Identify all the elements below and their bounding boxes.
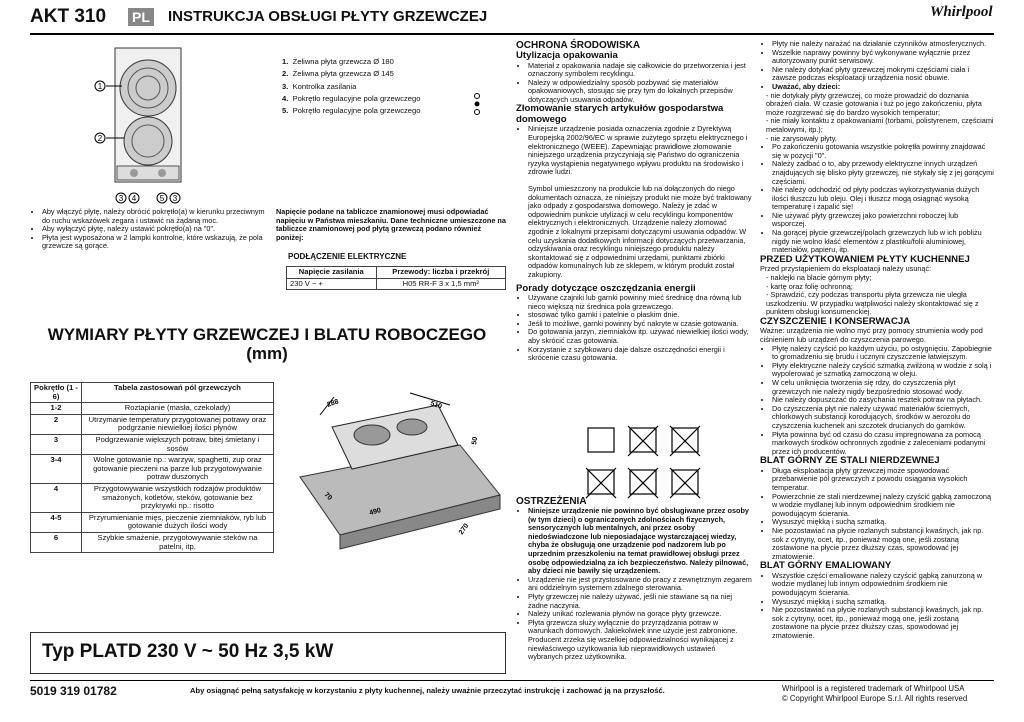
callout-3b: 3 [172,194,178,203]
control-panel [117,166,179,180]
electrical-header: Przewody: liczba i przekrój [376,267,505,279]
list-item: • Nie należy dotykać płyty grzewczej mokrymi częściami ciała i zawsze podczas eksploatacji urządzenia nosić obuwie. [772,66,994,83]
prep-intro: Przed przystąpieniem do eksploatacji należy usunąć: [760,264,932,274]
dash-item: kartę oraz folię ochronną; [770,281,853,291]
document-code: 5019 319 01782 [30,684,117,698]
dimensions-title: WYMIARY PŁYTY GRZEWCZEJ I BLATU ROBOCZEGO (mm) [47,325,487,363]
middle-column [516,40,752,363]
list-item: • Jeśli to możliwe, garnki powinny być nakryte w czasie gotowania. [528,320,752,329]
table-row: 6 Szybkie smażenie, przygotowywanie steków na patelni, itp. [31,532,274,552]
list-item: • Niniejsze urządzenie posiada oznaczenia zgodnie z Dyrektywą Europejską 2002/96/EC w sprawie zużytego sprzętu elektrycznego i elektronicznego (WEEE). Zapewniając prawidłowe złomowanie niniejszego urządzenia przyczyniają się Państwo do ograniczenia ryzyka wystąpienia negatywnego wpływu produktu na środowisko i zdrowie ludzi. [528,125,752,177]
list-item: • Korzystanie z szybkowaru daje dalsze oszczędności energii i skrócenie czasu gotowania. [528,346,752,363]
enamel-title: BLAT GÓRNY EMALIOWANY [760,560,892,572]
knob-symbol-icon [470,92,484,118]
list-item: • Nie pozostawiać na płycie rozlanych substancji kwaśnych, jak np. sok z cytryny, ocet, itp., ponieważ mogą one, jeśli zostaną zostawione na płycie przez dłuższy czas, spowodować jej zmatowienie. [772,527,994,561]
list-item: • Używane czajniki lub garnki powinny mieć średnicę dna równą lub nieco większą niż średnica pola grzewczego. [528,294,752,311]
operation-instructions [30,208,270,251]
dim-270: 270 [457,522,471,537]
table-row: 3-4 Wolne gotowanie np.: warzyw, spaghetti, zup oraz gotowanie pieczeni na parze lub przygotowywanie potraw duszonych [31,455,274,484]
knob-left [130,169,138,177]
list-item: • Długa eksploatacja płyty grzewczej może spowodować przebarwienie pól grzewczych z powodu osiągania wysokich temperatur. [772,467,994,493]
table-row: 2 Utrzymanie temperatury przygotowanej potrawy oraz podgrzanie niewielkiej ilości płynów [31,414,274,434]
list-item: • Nie należy dopuszczać do zasychania resztek potraw na płytach. [772,396,994,405]
callout-5: 5 [159,194,165,203]
table-header: Pokrętło (1 - 6) [31,383,82,403]
list-item: • Płyta grzewcza służy wyłącznie do przyrządzania potraw w warunkach domowych. Jakiekolwiek inne użycie jest zabronione. Producent zrzeka się wszelkiej odpowiedzialności wynikającej z niewłaściwego użytkowania lub nieprawidłowych ustawień wybranych przez użytkownika. [528,619,752,662]
list-item: • Nie należy odchodzić od płyty podczas wykorzystywania dużych ilości tłuszczu lub oleju. Olej i tłuszcz mogą osiągnąć wysoką temperaturę i zapalić się! [772,186,994,212]
save-title: Porady dotyczące oszczędzania energii [516,282,696,294]
page-title: INSTRUKCJA OBSŁUGI PŁYTY GRZEWCZEJ [168,8,488,25]
list-item: • Nie używać płyty grzewczej jako powierzchni roboczej lub wsporczej. [772,212,994,229]
feature-item: 1. Żeliwna płyta grzewcza Ø 180 [282,57,394,66]
list-item: • Urządzenie nie jest przystosowane do pracy z zewnętrznym zegarem ani oddzielnym systemem zdalnego sterowania. [528,576,752,593]
model-name: AKT 310 [30,6,107,27]
list-item: • Powierzchnie ze stali nierdzewnej należy czyścić gąbką zamoczoną w wodzie mydlanej lub innym odpowiednim środkiem nie powodującym ścierania. [772,493,994,519]
env-title: OCHRONA ŚRODOWISKA [516,40,641,51]
list-item: • Wysuszyć miękką i suchą szmatką. [772,598,994,607]
list-item: • Płyty elektryczne należy czyścić szmatką zwilżoną w wodzie z solą i wypolerować je szmatką zamoczoną w oleju. [772,362,994,379]
trademark: Whirlpool is a registered trademark of Whirlpool USA © Copyright Whirlpool Europe S.r.l. All rights reserved [782,684,968,703]
clean-title: CZYSZCZENIE I KONSERWACJA [760,315,911,327]
list-item: • Wysuszyć miękką i suchą szmatką. [772,518,994,527]
dim-50: 50 [471,436,480,446]
footer-note: Aby osiągnąć pełną satysfakcję w korzystaniu z płyty kuchennej, należy uważnie przeczytać instrukcję i zachować ją na przyszłość. [190,686,665,695]
hob-diagram [90,46,200,206]
list-item: • Do gotowania jarzyn, ziemniaków itp. używać niewielkiej ilości wody, aby skrócić czas gotowania. [528,328,752,345]
pack-title: Utylizacja opakowania [516,50,618,61]
list-item: • Należy w odpowiedzialny sposób pozbywać się materiałów opakowaniowych, stosując się przy tym do lokalnych przepisów dotyczących usuwania odpadów. [528,79,752,105]
list-item: • Uważać, aby dzieci: [772,83,994,92]
list-item: • Niniejsze urządzenie nie powinno być obsługiwane przez osoby (w tym dzieci) o ograniczonych zdolnościach fizycznych, sensorycznych lub mentalnych, ani przez osoby niedoświadczone lub nieposiadające wystarczającej wiedzy, chyba że obsługują one urządzenie pod nadzorem lub po uprzednim przeszkoleniu na temat prawidłowej obsługi przez osobę odpowiedzialną za ich bezpieczeństwo. Należy pilnować, aby dzieci nie bawiły się urządzeniem. [528,507,752,576]
list-item: • Materiał z opakowania nadaje się całkowicie do przetworzenia i jest oznaczony symbolem recyklingu. [528,62,752,79]
list-item: • Płyta powinna być od czasu do czasu impregnowana za pomocą markowych środków ochronnych zgodnie z zaleceniami podanymi przez ich producentów. [772,431,994,457]
instruction-item: • Płyta jest wyposażona w 2 lampki kontrolne, które wskazują, że pola grzewcze są gorące. [42,234,270,251]
dim-510: 510 [429,400,443,411]
electrical-header: Napięcie zasilania [287,267,377,279]
hotplate-large [354,425,390,445]
table-header: Tabela zastosowań pól grzewczych [82,383,274,403]
dim-70: 70 [322,491,334,502]
feature-item: 3. Kontrolka zasilania [282,81,357,91]
list-item: • Należy zadbać o to, aby przewody elektryczne innych urządzeń znajdujących się blisko płyty grzewczej, nie stykały się z jej gorącymi częściami. [772,160,994,186]
feature-item: 5. Pokrętło regulacyjne pola grzewczego [282,106,421,116]
knob-right [158,169,166,177]
type-line: Typ PLATD 230 V ~ 50 Hz 3,5 kW [42,641,334,662]
feature-item: 2. Żeliwna płyta grzewcza Ø 145 [282,69,394,79]
dash-item: nie miały kontaktu z opakowaniami (torbami, polistyrenem, częściami metalowymi, itp.); [766,116,994,134]
language-badge: PL [128,8,154,26]
whirlpool-logo: Whirlpool [930,4,993,20]
list-item: Symbol umieszczony na produkcie lub na dołączonych do niego dokumentach oznacza, że niniejszy produkt nie może być traktowany jako odpady z gospodarstwa domowego. Należy je zdać w odpowiednim punkcie utylizacji w celu recyklingu komponentów elektrycznych i elektronicznych. Urządzenie należy złomować zgodnie z lokalnymi przepisami dotyczącymi usuwania odpadów. W celu uzyskania dodatkowych informacji dotyczących przetwarzania, odzyskiwania oraz recyklingu niniejszego produktu należy skontaktować się z odpowiednimi urzędami, punktami zbiórki odpadów komunalnych lub ze sklepem, w którym produkt został zakupiony. [528,184,752,279]
electrical-cell: H05 RR-F 3 x 1,5 mm² [376,278,505,290]
pot-icon [588,428,614,452]
dash-item: Sprawdzić, czy podczas transportu płyta grzewcza nie uległa uszkodzeniu. W przypadku wątpliwości należy skontaktować się z punktem obsługi konsumenckiej. [766,290,979,317]
warnings [516,496,752,662]
header [0,0,1024,36]
knob-usage-table [30,382,274,553]
clean-note: Ważne: urządzenia nie wolno myć przy pomocy strumienia wody pod ciśnieniem lub urządzeń do czyszczenia parowego. [760,326,983,344]
list-item: • Płyty grzewczej nie należy używać, jeśli nie stawiane są na niej żadne naczynia. [528,593,752,610]
dimension-drawing [290,385,512,565]
callout-2: 2 [97,134,103,143]
electrical-cell: 230 V ~ + [287,278,377,290]
voltage-note: Napięcie podane na tabliczce znamionowej musi odpowiadać napięciu w Państwa mieszkaniu. Dane techniczne umieszczone na tabliczce znamionowej pod płytą grzewczą podano również poniżej: [276,207,506,242]
waste-title: Złomowanie starych artykułów gospodarstwa domowego [516,103,724,125]
instruction-item: • Aby włączyć płytę, należy obrócić pokrętło(a) w kierunku przeciwnym do ruchu wskazówek zegara i ustawić na żądaną moc. [42,208,270,225]
dash-item: nie zarysowały płyty. [770,133,837,143]
list-item: • Po zakończeniu gotowania wszystkie pokrętła powinny znajdować się w pozycji "0". [772,143,994,160]
warn-title: OSTRZEŻENIA [516,496,587,507]
table-row: 4-5 Przyrumienianie mięs, pieczenie ziemniaków, ryb lub gotowanie dużych ilości wody [31,512,274,532]
list-item: • Płyty nie należy narażać na działanie czynników atmosferycznych. [772,40,994,49]
electrical-title: PODŁĄCZENIE ELEKTRYCZNE [288,252,407,261]
list-item: • Należy unikać rozlewania płynów na gorące płyty grzewcze. [528,610,752,619]
list-item: • stosować tylko garnki i patelnie o płaskim dnie. [528,311,752,320]
callout-3a: 3 [118,194,124,203]
list-item: • Nie pozostawiać na płycie rozlanych substancji kwaśnych, jak np. sok z cytryny, ocet, itp., ponieważ mogą one, jeśli zostaną zostawione na płycie przez dłuższy czas, spowodować jej zmatowienie. [772,606,994,640]
table-row: 4 Przygotowywanie wszystkich rodzajów produktów smażonych, kotletów, steków, gotowanie bez przykrywki np.: risotto [31,483,274,512]
list-item: • W celu uniknięcia tworzenia się rdzy, do czyszczenia płyt grzewczych nie należy nigdy bezpośrednio stosować wody. [772,379,994,396]
list-item: • Do czyszczenia płyt nie należy używać materiałów ściernych, chlorkowych substancji korodujących, środków w aerozolu do czyszczenia kuchenek ani szczotek drucianych do garnków. [772,405,994,431]
electrical-table [286,266,506,290]
right-column: • Płyty nie należy narażać na działanie czynników atmosferycznych. • Wszelkie naprawy powinny być wykonywane wyłącznie przez autoryzowany punkt serwisowy. • Nie należy dotykać płyty grzewczej mokrymi częściami ciała i zawsze podczas eksploatacji urządzenia nosić obuwie. • Uważać, aby dzieci: - nie dotykały płyty grzewczej, co może prowadzić do doznania obrażeń ciała. W czasie gotowania i tuż po jego zakończeniu, płyta może rozgrzewać się do bardzo wysokich temperatur; - nie miały kontaktu z opakowaniami (torbami, polistyrenem, częściami metalowymi, itp.); - nie zarysowały płyty. • Po zakończeniu gotowania wszystkie pokrętła powinny znajdować się w pozycji "0". • Należy zadbać o to, aby przewody elektryczne innych urządzeń znajdujących się blisko płyty grzewczej, nie stykały się z jej gorącymi częściami. • Nie należy odchodzić od płyty podczas wykorzystywania dużych ilości tłuszczu lub oleju. Olej i tłuszcz mogą osiągnąć wysoką temperaturę i zapalić się! • Nie używać płyty grzewczej jako powierzchni roboczej lub wsporczej. • Na gorącej płycie grzewczej/polach grzewczych lub w ich pobliżu nigdy nie wolno kłaść elementów z plastiku/folii aluminiowej, materiałów, papieru, itp. PRZED UŻYTKOWANIEM PŁYTY KUCHENNEJ Przed przystąpieniem do eksploatacji należy usunąć: - naklejki na blacie górnym płyty; - kartę oraz folię ochronną; - Sprawdzić, czy podczas transportu płyta grzewcza nie uległa uszkodzeniu. W przypadku wątpliwości należy skontaktować się z punktem obsługi konsumenckiej. CZYSZCZENIE I KONSERWACJA Ważne: urządzenia nie wolno myć przy pomocy strumienia wody pod ciśnieniem lub urządzeń do czyszczenia parowego. • Płytę należy czyścić po każdym użyciu, po ostygnięciu. Zapobiegnie to gromadzeniu się brudu i ucznyni czyszczenie łatwiejszym. • Płyty elektryczne należy czyścić szmatką zwilżoną w wodzie z solą i wypolerować je szmatką zamoczoną w oleju. • W celu uniknięcia tworzenia się rdzy, do czyszczenia płyt grzewczych nie należy nigdy bezpośrednio stosować wody. • Nie należy dopuszczać do zasychania resztek potraw na płytach. • Do czyszczenia płyt nie należy używać materiałów ściernych, chlorkowych substancji korodujących, środków w aerozolu do czyszczenia kuchenek ani szczotek drucianych do garnków. • Płyta powinna być od czasu do czasu impregnowana za pomocą markowych środków ochronnych zgodnie z zaleceniami podanymi przez ich producentów. BLAT GÓRNY ZE STALI NIERDZEWNEJ • Długa eksploatacja płyty grzewczej może spowodować przebarwienie pól grzewczych z powodu osiągania wysokich temperatur. • Powierzchnie ze stali nierdzewnej należy czyścić gąbką zamoczoną w wodzie mydlanej lub innym odpowiednim środkiem nie powodującym ścierania. • Wysuszyć miękką i suchą szmatką. • Nie pozostawiać na płycie rozlanych substancji kwaśnych, jak np. sok z cytryny, ocet, itp., ponieważ mogą one, jeśli zostaną zostawione na płycie przez dłuższy czas, spowodować jej zmatowienie. BLAT GÓRNY EMALIOWANY • Wszystkie części emaliowane należy czyścić gąbką zanurzoną w wodzie mydlanej lub innym odpowiednim środkiem nie powodującym ścierania. • Wysuszyć miękką i suchą szmatką. • Nie pozostawiać na płycie rozlanych substancji kwaśnych, jak np. sok z cytryny, ocet, itp., ponieważ mogą one, jeśli zostaną zostawione na płycie przez dłuższy czas, spowodować jej zmatowienie. [760,40,994,641]
list-item: • Wszystkie części emaliowane należy czyścić gąbką zanurzoną w wodzie mydlanej lub innym odpowiednim środkiem nie powodującym ścierania. [772,572,994,598]
table-row: 3 Podgrzewanie większych potraw, bitej śmietany i sosów [31,434,274,454]
feature-item: 4. Pokrętło regulacyjne pola grzewczego [282,93,421,103]
prep-title: PRZED UŻYTKOWANIEM PŁYTY KUCHENNEJ [760,253,970,265]
instruction-item: • Aby wyłączyć płytę, należy ustawić pokrętło(a) na "0". [42,225,270,234]
steel-title: BLAT GÓRNY ZE STALI NIERDZEWNEJ [760,455,940,467]
dash-item: naklejki na blacie górnym płyty; [770,272,872,282]
header-divider [30,33,994,35]
table-row: 1-2 Roztapianie (masła, czekolady) [31,403,274,415]
cookware-pictograms [580,424,710,504]
dim-490: 490 [368,507,382,517]
dim-288: 288 [326,398,340,409]
list-item: • Wszelkie naprawy powinny być wykonywane wyłącznie przez autoryzowany punkt serwisowy. [772,49,994,66]
callout-4: 4 [131,194,137,203]
footer-divider [30,680,994,681]
list-item: • Na gorącej płycie grzewczej/polach grzewczych lub w ich pobliżu nigdy nie wolno kłaść elementów z plastiku/folii aluminiowej, materiałów, papieru, itp. [772,229,994,255]
hotplate-small [397,419,427,435]
features-list [282,56,492,117]
dash-item: nie dotykały płyty grzewczej, co może prowadzić do doznania obrażeń ciała. W czasie gotowania i tuż po jego zakończeniu, płyta może rozgrzewać się do bardzo wysokich temperatur; [766,90,982,117]
callout-1: 1 [97,82,103,91]
hotplate-small [124,117,172,165]
list-item: • Płytę należy czyścić po każdym użyciu, po ostygnięciu. Zapobiegnie to gromadzeniu się brudu i ucznyni czyszczenie łatwiejszym. [772,345,994,362]
